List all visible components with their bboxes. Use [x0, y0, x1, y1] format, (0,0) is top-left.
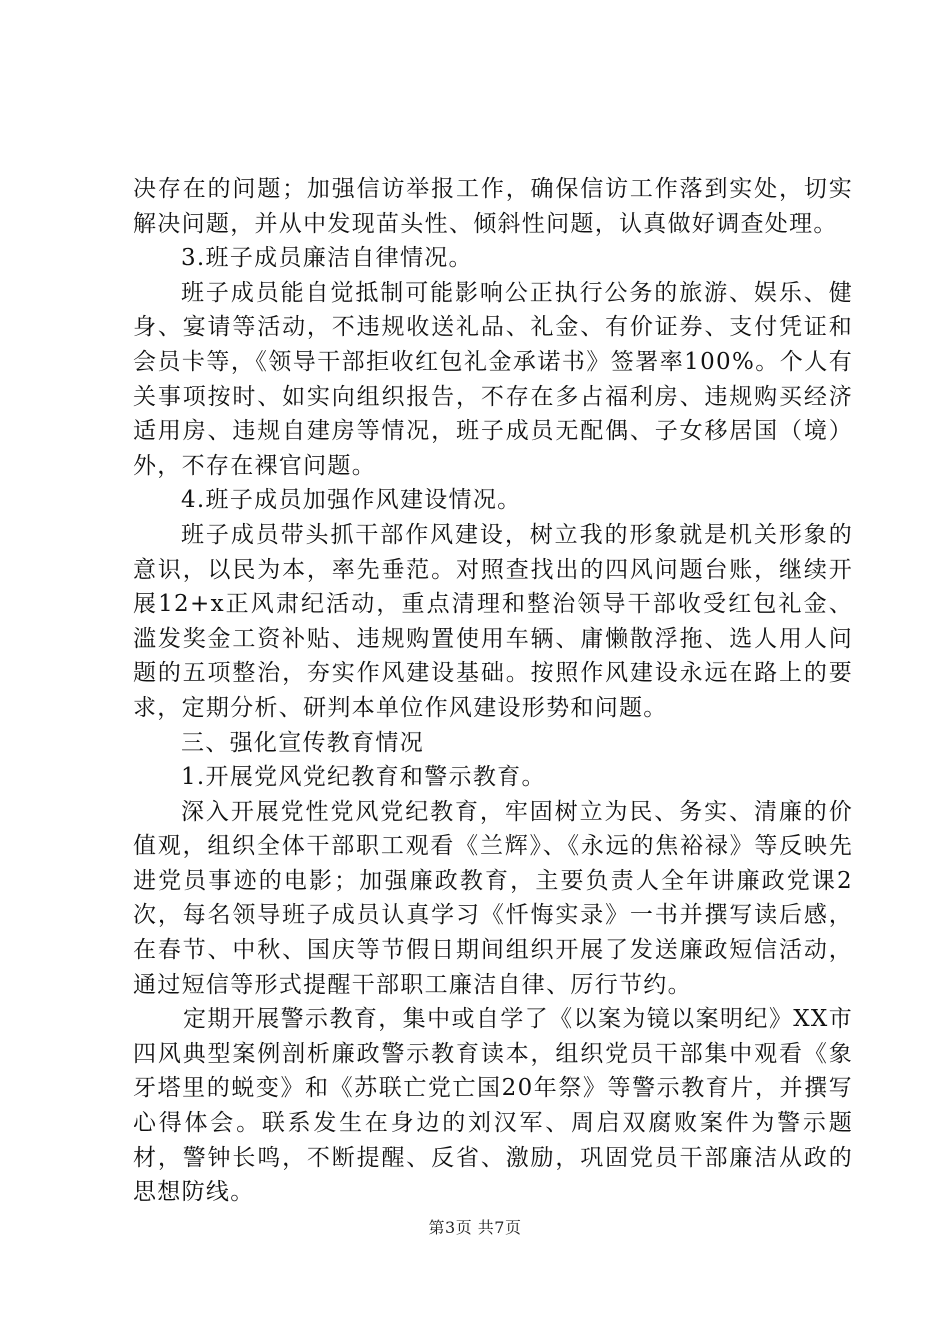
paragraph-work-style: 班子成员带头抓干部作风建设，树立我的形象就是机关形象的意识，以民为本，率先垂范。对照查找出的四风问题台账，继续开展12+x正风肃纪活动，重点清理和整治领导干部收受红包礼金、滥发奖金工资补贴、违规购置使用车辆、庸懒散浮拖、选人用人问题的五项整治，夯实作风建设基础。按照作风建设永远在路上的要求，定期分析、研判本单位作风建设形势和问题。 — [133, 521, 853, 721]
paragraph-party-education: 深入开展党性党风党纪教育，牢固树立为民、务实、清廉的价值观，组织全体干部职工观看《兰辉》、《永远的焦裕禄》等反映先进党员事迹的电影；加强廉政教育，主要负责人全年讲廉政党课2次，每名领导班子成员认真学习《忏悔实录》一书并撰写读后感，在春节、中秋、国庆等节假日期间组织开展了发送廉政短信活动，通过短信等形式提醒干部职工廉洁自律、厉行节约。 — [133, 798, 853, 998]
heading-item-3: 3.班子成员廉洁自律情况。 — [181, 245, 473, 272]
paragraph-continuation: 决存在的问题；加强信访举报工作，确保信访工作落到实处，切实解决问题，并从中发现苗头性、倾斜性问题，认真做好调查处理。 — [133, 176, 853, 237]
document-body — [133, 172, 853, 1210]
section-heading-three: 三、强化宣传教育情况 — [181, 729, 424, 756]
page-number-label: 第3页 共7页 — [428, 1218, 522, 1237]
paragraph-warning-education: 定期开展警示教育，集中或自学了《以案为镜以案明纪》XX市四风典型案例剖析廉政警示教育读本，组织党员干部集中观看《象牙塔里的蜕变》和《苏联亡党亡国20年祭》等警示教育片，并撰写心得体会。联系发生在身边的刘汉军、周启双腐败案件为警示题材，警钟长鸣，不断提醒、反省、激励，巩固党员干部廉洁从政的思想防线。 — [133, 1006, 853, 1206]
page-footer — [0, 1215, 950, 1238]
heading-item-1: 1.开展党风党纪教育和警示教育。 — [181, 764, 546, 791]
paragraph-self-discipline: 班子成员能自觉抵制可能影响公正执行公务的旅游、娱乐、健身、宴请等活动，不违规收送礼品、礼金、有价证券、支付凭证和会员卡等，《领导干部拒收红包礼金承诺书》签署率100%。个人有关事项按时、如实向组织报告，不存在多占福利房、违规购买经济适用房、违规自建房等情况，班子成员无配偶、子女移居国（境）外，不存在裸官问题。 — [133, 279, 853, 479]
heading-item-4: 4.班子成员加强作风建设情况。 — [181, 487, 522, 514]
